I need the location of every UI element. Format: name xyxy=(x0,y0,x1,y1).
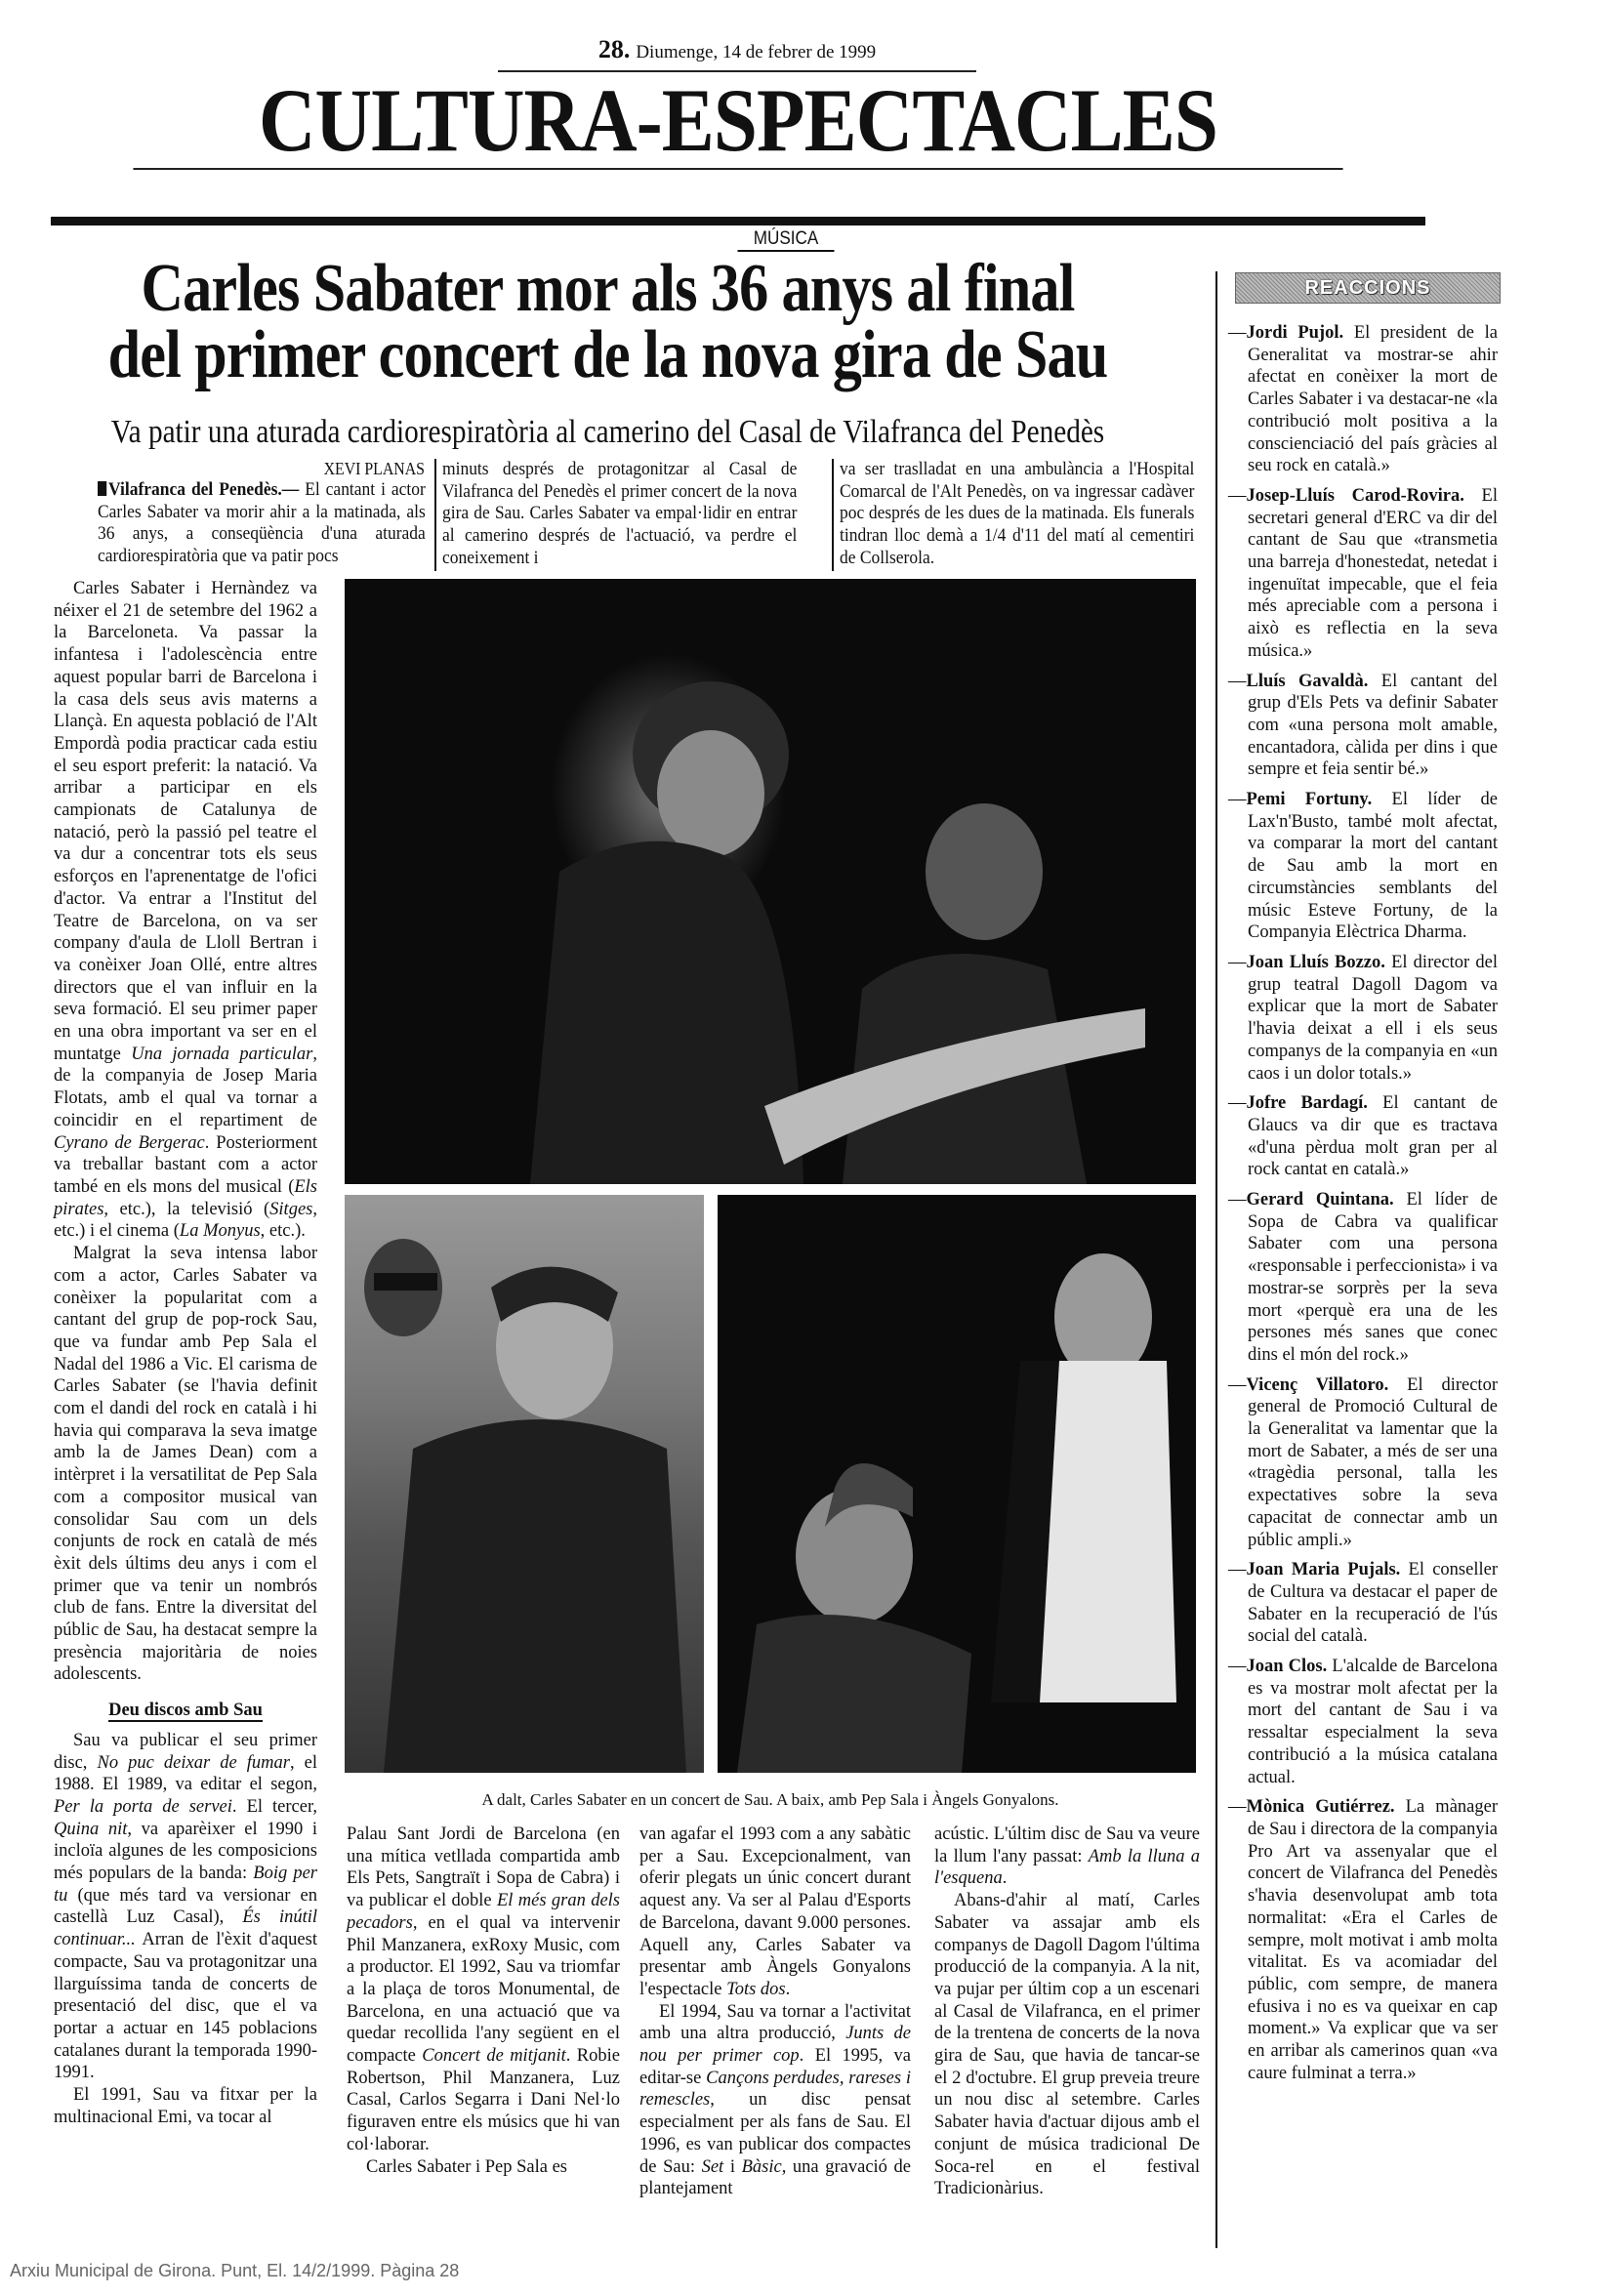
text: . xyxy=(785,1979,791,1999)
headline xyxy=(102,251,1113,392)
reaction-item: —Joan Lluís Bozzo. El director del grup teatral Dagoll Dagom va explicar que la mort de Sabater l'havia deixat a ell i els seus companys de la companyia en «un caos i un dolor totals.» xyxy=(1228,952,1498,1084)
inline-subhead xyxy=(54,1700,317,1722)
body-column-1 xyxy=(54,578,317,2129)
byline: XEVI PLANAS xyxy=(323,459,425,478)
body-paragraph xyxy=(54,1730,317,2084)
italic-title: La Monyus xyxy=(179,1221,261,1242)
subheadline: Va patir una aturada cardiorespiratòria al camerino del Casal de Vilafranca del Penedès xyxy=(110,414,1105,450)
reaction-item: —Mònica Gutiérrez. La mànager de Sau i directora de la companyia Pro Art va assenyalar que el concert de Vilafranca del Penedès s'havia desenvolupat amb tota normalitat: «Era el Carles de sempre, molt motivat i amb molta vitalitat. Es va acomiadar del públic, com sempre, de manera efusiva i no es va queixar en cap moment.» Va explicar que va ser en arribar als camerinos quan «va caure fulminat a terra.» xyxy=(1228,1797,1498,2083)
italic-title: Els pirates xyxy=(54,1176,317,1219)
archive-credit: Arxiu Municipal de Girona. Punt, El. 14/2/1999. Pàgina 28 xyxy=(10,2261,460,2280)
reaction-name: Joan Maria Pujals. xyxy=(1246,1560,1401,1580)
reaction-text: La mànager de Sau i directora de la companyia Pro Art va assenyalar que el concert de Vilafranca del Penedès s'havia desenvolupat amb tota normalitat: «Era el Carles de sempre, molt motivat i amb molta vitalitat. Es va acomiadar del públic, com sempre, de manera efusiva i no es va queixar en cap moment.» Va explicar que va ser en arribar als camerinos quan «va caure fulminat a terra.» xyxy=(1248,1797,1498,2083)
issue-date: Diumenge, 14 de febrer de 1999 xyxy=(636,42,877,62)
reaction-name: Jofre Bardagí. xyxy=(1246,1093,1368,1114)
reaction-item: —Lluís Gavaldà. El cantant del grup d'Els Pets va definir Sabater com «una persona molt amable, encantadora, càlida per dins i que sempre et feia sentir bé.» xyxy=(1228,671,1498,780)
text: , en el qual va intervenir Phil Manzanera, exRoxy Music, com a productor. El 1992, Sau va triomfar a la plaça de toros Monumental, de Barcelona, en una actuació que va quedar recollida l'any següent en el compacte xyxy=(347,1912,620,2067)
page-folio xyxy=(498,35,976,72)
italic-title: Sitges xyxy=(269,1199,313,1219)
text: , un disc pensat especialment per als fans de Sau. El 1996, es van publicar dos compactes de Sau: xyxy=(639,2090,911,2177)
text: . El 1995, va editar-se xyxy=(639,2046,912,2088)
reaction-text: El director general de Promoció Cultural de la Generalitat va lamentar que la mort de Sabater, a més de ser una «tragèdia personal, talla les expectatives sobre la seva capacitat de connectar amb un públic ampli.» xyxy=(1248,1374,1498,1550)
dateline: Vilafranca del Penedès.— xyxy=(108,479,300,500)
section-rule xyxy=(51,217,1425,226)
reaction-item: —Joan Clos. L'alcalde de Barcelona es va mostrar molt afectat per la mort del cantant de Sau i va ressaltar especialment la seva contribució a la música catalana actual. xyxy=(1228,1657,1498,1787)
photo-with-pep-sala xyxy=(345,1195,704,1773)
lead-text-1 xyxy=(98,479,426,568)
italic-title: Bàsic xyxy=(741,2156,782,2177)
text: Palau Sant Jordi de Barcelona (en una mítica vetllada compartida amb Els Pets, Sangtraït i Sopa de Cabra) i va publicar el doble xyxy=(347,1824,620,1911)
text: , etc.). xyxy=(260,1221,306,1242)
reaction-name: Lluís Gavaldà. xyxy=(1246,671,1369,691)
photo-caption: A dalt, Carles Sabater en un concert de Sau. A baix, amb Pep Sala i Àngels Gonyalons. xyxy=(481,1790,1059,1809)
photo-concert xyxy=(345,579,1196,1184)
italic-title: No puc deixar de fumar xyxy=(97,1752,290,1773)
text: Sau va publicar el seu primer disc, xyxy=(54,1730,317,1773)
photo-portrait-silhouette xyxy=(345,1195,704,1773)
reaction-text: El director del grup teatral Dagoll Dagom va explicar que la mort de Sabater l'havia deixat a ell i els seus companys de la companyia en «un caos i un dolor totals.» xyxy=(1248,952,1498,1084)
square-bullet-icon xyxy=(98,481,106,496)
italic-title: El més gran dels pecadors xyxy=(347,1891,621,1933)
body-paragraph xyxy=(639,1824,911,2001)
reaction-name: Josep-Lluís Carod-Rovira. xyxy=(1246,485,1464,506)
italic-title: Tots dos xyxy=(726,1979,786,1999)
text: , una gravació de plantejament xyxy=(639,2156,912,2199)
lead-column-1 xyxy=(98,459,425,568)
italic-title: Set xyxy=(701,2156,724,2177)
photo-stage-silhouette xyxy=(718,1195,1196,1773)
text: , de la companyia de Josep Maria Flotats, amb el qual va tornar a coincidir en el repartiment de xyxy=(54,1044,318,1130)
italic-title: Concert de mitjanit xyxy=(422,2046,566,2067)
reaction-name: Jordi Pujol. xyxy=(1246,323,1344,343)
body-paragraph: Malgrat la seva intensa labor com a actor, Carles Sabater va conèixer la popularitat com a cantant del grup de pop-rock Sau, que va fundar amb Pep Sala el Nadal del 1986 a Vic. El carisma de Carles Sabater (se l'havia definit com el dandi del rock en català i hi havia qui comparava la seva imatge amb la de James Dean) com a intèrpret i la versatilitat de Pep Sala com a compositor musical van consolidar Sau com un dels conjunts de rock en català de més èxit dels últims deu anys i com el primer que va tenir un nombrós club de fans. Entre la diversitat del públic de Sau, ha destacat sempre la presència majoritària de noies adolescents. xyxy=(54,1244,317,1685)
italic-title: Cyrano de Bergerac xyxy=(54,1132,205,1153)
body-paragraph xyxy=(54,578,317,1243)
reaction-name: Joan Clos. xyxy=(1246,1657,1328,1677)
text: . Posteriorment va treballar bastant com a actor també en els mons del musical ( xyxy=(54,1132,318,1197)
text: acústic. L'últim disc de Sau va veure la llum l'any passat: xyxy=(934,1824,1200,1866)
lead-column-2: minuts després de protagonitzar al Casal de Vilafranca del Penedès el primer concert de la nova gira de Sau. Carles Sabater va empal·lidir en entrar al camerino després de l'actuació, va perdre el coneixement i xyxy=(442,459,798,568)
headline-line-2: del primer concert de la nova gira de Sau xyxy=(107,317,1108,392)
reaction-item: —Vicenç Villatoro. El director general de Promoció Cultural de la Generalitat va lamentar que la mort de Sabater, a més de ser una «tragèdia personal, talla les expectatives sobre la seva capacitat de connectar amb un públic ampli.» xyxy=(1228,1374,1498,1550)
text: Carles Sabater i Hernàndez va néixer el 21 de setembre del 1962 a la Barceloneta. Va passar la infantesa i l'adolescència entre aquest popular barri de Barcelona i la casa dels seus avis materns a Llançà. En aquesta població de l'Alt Empordà podia practicar cada estiu el seu esport preferit: la natació. Va arribar a participar en els campionats de Catalunya de natació, però la passió pel teatre el va dur a concentrar tots els seus esforços en l'aprenentatge de l'ofici d'actor. Va entrar a l'Institut del Teatre de Barcelona, on va ser company d'aula de Lloll Bertran i va conèixer Joan Ollé, entre altres directors que el van influir en la seva formació. El seu primer paper en una obra important va ser en el muntatge xyxy=(54,579,317,1064)
inline-subhead-text: Deu discos amb Sau xyxy=(108,1701,263,1721)
sidebar-divider xyxy=(1215,271,1217,2248)
body-column-3 xyxy=(639,1824,911,2200)
headline-line-1: Carles Sabater mor als 36 anys al final xyxy=(141,251,1075,326)
body-paragraph xyxy=(934,1824,1200,1890)
reaction-text: L'alcalde de Barcelona es va mostrar molt afectat per la mort del cantant de Sau i va ressaltar especialment la seva contribució a la música catalana actual. xyxy=(1248,1657,1498,1787)
italic-title: Junts de nou per primer cop xyxy=(639,2024,911,2067)
reaction-name: Vicenç Villatoro. xyxy=(1246,1374,1389,1395)
article-rubric: MÚSICA xyxy=(738,228,835,252)
body-paragraph xyxy=(347,1824,620,2156)
text: van agafar el 1993 com a any sabàtic per a Sau. Excepcionalment, van oferir plegats un únic concert durant aquest any. Va ser al Palau d'Esports de Barcelona, davant 9.000 persones. Aquell any, Carles Sabater va presentar amb Àngels Gonyalons l'espectacle xyxy=(639,1824,911,1999)
reaction-text: El secretari general d'ERC va dir del cantant de Sau que «transmetia una barreja d'honestedat, netedat i ingenuïtat impecable, que el feia més apreciable com a persona i això es reflectia en la seva música.» xyxy=(1248,485,1498,661)
italic-title: Per la porta de servei xyxy=(54,1796,232,1817)
reaction-name: Gerard Quintana. xyxy=(1246,1190,1394,1210)
page-number: 28. xyxy=(597,35,631,63)
body-paragraph: Abans-d'ahir al matí, Carles Sabater va assajar amb els companys de Dagoll Dagom l'última producció de la companyia. A la nit, va pujar per últim cop a un escenari al Casal de Vilafranca, en el primer de la trentena de concerts de la nova gira de Sau, que havia de tancar-se el 2 d'octubre. El grup preveia treure un nou disc al setembre. Carles Sabater havia d'actuar dijous amb el conjunt de música tradicional De Soca-rel en el festival Tradicionàrius. xyxy=(934,1891,1200,2199)
reaction-item: —Jofre Bardagí. El cantant de Glaucs va dir que es tractava «d'una pèrdua molt gran per al rock cantat en català.» xyxy=(1228,1093,1498,1180)
text: , va aparèixer el 1990 i incloïa algunes de les composicions més populars de la banda: xyxy=(54,1819,317,1884)
reaction-item: —Gerard Quintana. El líder de Sopa de Cabra va qualificar Sabater com una persona «responsable i perfeccionista» i va mostrar-se sorprès per la seva mort «perquè era una de les persones més sanes que conec dins el món del rock.» xyxy=(1228,1190,1498,1365)
reaction-text: El líder de Lax'n'Busto, també molt afectat, va comparar la mort del cantant de Sau amb la mort en circumstàncies semblants del músic Esteve Fortuny, de la Companyia Elèctrica Dharma. xyxy=(1248,790,1498,943)
italic-title: Boig per tu xyxy=(54,1864,317,1906)
text: . Robie Robertson, Phil Manzanera, Luz Casal, Carlos Segarra i Dani Nel·lo figuraven entre els músics que hi van col·laborar. xyxy=(347,2046,620,2154)
column-divider xyxy=(434,459,436,571)
reaction-text: El líder de Sopa de Cabra va qualificar Sabater com una persona «responsable i perfeccionista» i va mostrar-se sorprès per la seva mort «perquè era una de les persones més sanes que conec dins el món del rock.» xyxy=(1248,1190,1498,1365)
italic-title: És inútil continuar... xyxy=(54,1907,317,1950)
reaction-name: Pemi Fortuny. xyxy=(1246,790,1373,810)
body-paragraph xyxy=(639,2001,911,2200)
reaction-item: —Jordi Pujol. El president de la Generalitat va mostrar-se ahir afectat en conèixer la mort de Carles Sabater i va destacar-ne «la contribució molt positiva a la conscienciació del país gràcies al seu rock en català.» xyxy=(1228,323,1498,476)
body-paragraph: Carles Sabater i Pep Sala es xyxy=(366,2156,568,2177)
reactions-header: REACCIONS xyxy=(1235,272,1501,304)
italic-title: Amb la lluna a l'esquena xyxy=(934,1846,1200,1889)
reaction-text: El president de la Generalitat va mostrar-se ahir afectat en conèixer la mort de Carles Sabater i va destacar-ne «la contribució molt positiva a la conscienciació del país gràcies al seu rock en català.» xyxy=(1248,323,1498,476)
photo-concert-silhouette xyxy=(345,579,1196,1184)
reaction-item: —Josep-Lluís Carod-Rovira. El secretari general d'ERC va dir del cantant de Sau que «transmetia una barreja d'honestedat, netedat i ingenuïtat impecable, que el feia més apreciable com a persona i això es reflectia en la seva música.» xyxy=(1228,485,1498,661)
body-paragraph: El 1991, Sau va fitxar per la multinacional Emi, va tocar al xyxy=(54,2085,317,2127)
reaction-name: Joan Lluís Bozzo. xyxy=(1246,952,1385,972)
text: . El tercer, xyxy=(231,1796,318,1817)
text: . xyxy=(1002,1868,1008,1889)
body-column-4 xyxy=(934,1824,1200,2200)
text: , el 1988. El 1989, va editar el segon, xyxy=(54,1752,317,1795)
column-divider xyxy=(832,459,834,571)
text: El 1994, Sau va tornar a l'activitat amb una altra producció, xyxy=(639,2001,911,2044)
reaction-text: El conseller de Cultura va destacar el paper de Sabater en la recuperació de l'ús social del català. xyxy=(1248,1560,1498,1647)
reaction-text: El cantant de Glaucs va dir que es tractava «d'una pèrdua molt gran per al rock cantat en català.» xyxy=(1248,1093,1498,1180)
section-title: CULTURA-ESPECTACLES xyxy=(133,76,1342,170)
italic-title: Quina nit xyxy=(54,1819,128,1839)
lead-text-1-body: El cantant i actor Carles Sabater va morir ahir a la matinada, als 36 anys, a conseqüència d'una aturada cardiorespiratòria que va patir pocs xyxy=(98,479,426,567)
reactions-list xyxy=(1228,322,1498,2092)
italic-title: Una jornada particular xyxy=(131,1044,313,1064)
italic-title: Cançons perdudes, rareses i remescles xyxy=(639,2068,911,2111)
reaction-text: El cantant del grup d'Els Pets va definir Sabater com «una persona molt amable, encantadora, càlida per dins i que sempre et feia sentir bé.» xyxy=(1248,671,1498,780)
text: Arran de l'èxit d'aquest compacte, Sau va protagonitzar una llarguíssima tanda de concerts de presentació del disc, que el va portar a actuar en 145 poblacions catalanes durant la temporada 1990-1991. xyxy=(54,1930,317,2083)
text: (que més tard va versionar en castellà Luz Casal), xyxy=(54,1885,317,1928)
reaction-item: —Joan Maria Pujals. El conseller de Cultura va destacar el paper de Sabater en la recuperació de l'ús social del català. xyxy=(1228,1560,1498,1647)
text: , etc.), la televisió ( xyxy=(103,1199,270,1219)
text: , etc.) i el cinema ( xyxy=(54,1199,317,1242)
body-column-2 xyxy=(347,1824,620,2178)
reaction-name: Mònica Gutiérrez. xyxy=(1246,1797,1395,1818)
text: i xyxy=(723,2156,742,2177)
lead-column-3: va ser traslladat en una ambulància a l'Hospital Comarcal de l'Alt Penedès, on va ingressar cadàver poc després de les dues de la matinada. Els funerals tindran lloc demà a 1/4 d'11 del matí al cementiri de Collserola. xyxy=(840,459,1195,568)
reaction-item: —Pemi Fortuny. El líder de Lax'n'Busto, també molt afectat, va comparar la mort del cantant de Sau amb la mort en circumstàncies semblants del músic Esteve Fortuny, de la Companyia Elèctrica Dharma. xyxy=(1228,790,1498,943)
photo-with-angels-gonyalons xyxy=(718,1195,1196,1773)
